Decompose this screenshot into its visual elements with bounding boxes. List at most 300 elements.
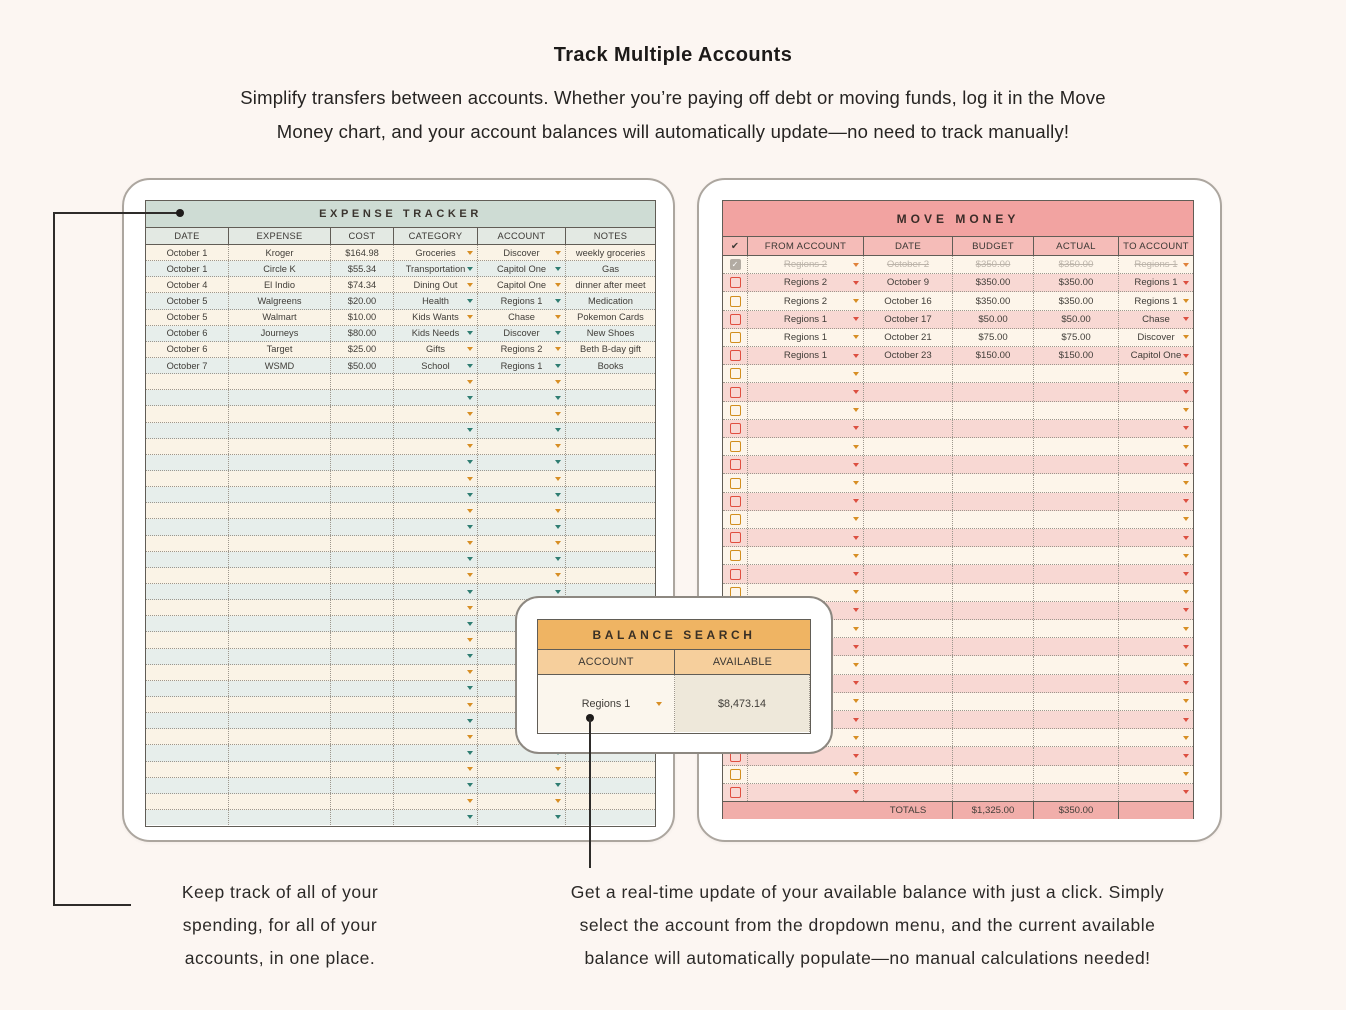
category-cell[interactable] — [394, 729, 478, 744]
category-cell[interactable]: Kids Wants — [394, 310, 478, 325]
row-checkbox[interactable] — [730, 478, 741, 489]
account-cell[interactable] — [478, 455, 566, 470]
dropdown-arrow-icon[interactable] — [555, 267, 561, 271]
account-cell[interactable] — [478, 568, 566, 583]
dropdown-arrow-icon[interactable] — [853, 481, 859, 485]
dropdown-arrow-icon[interactable] — [1183, 754, 1189, 758]
notes-cell: Books — [597, 360, 624, 371]
dropdown-arrow-icon[interactable] — [853, 699, 859, 703]
account-cell[interactable] — [478, 423, 566, 438]
category-cell[interactable] — [394, 406, 478, 421]
category-cell[interactable] — [394, 632, 478, 647]
row-checkbox[interactable] — [730, 423, 741, 434]
dropdown-arrow-icon[interactable] — [853, 645, 859, 649]
to-account-cell[interactable] — [1119, 584, 1193, 601]
account-cell[interactable]: Chase — [478, 310, 566, 325]
account-cell[interactable]: Regions 1 — [478, 358, 566, 373]
dropdown-arrow-icon[interactable] — [853, 681, 859, 685]
category-cell[interactable] — [394, 390, 478, 405]
to-account-cell[interactable] — [1119, 547, 1193, 564]
dropdown-arrow-icon[interactable] — [555, 315, 561, 319]
category-cell[interactable] — [394, 487, 478, 502]
expense-cell: Target — [229, 342, 331, 357]
account-cell[interactable] — [478, 519, 566, 534]
dropdown-arrow-icon[interactable] — [555, 412, 561, 416]
dropdown-arrow-icon[interactable] — [1183, 335, 1189, 339]
dropdown-arrow-icon[interactable] — [467, 396, 473, 400]
row-checkbox[interactable] — [730, 459, 741, 470]
dropdown-arrow-icon[interactable] — [467, 638, 473, 642]
check-cell[interactable] — [723, 365, 748, 382]
dropdown-arrow-icon[interactable] — [1183, 572, 1189, 576]
row-checkbox[interactable] — [730, 314, 741, 325]
check-cell[interactable] — [723, 420, 748, 437]
date-cell — [146, 632, 229, 647]
to-account-cell[interactable] — [1119, 693, 1193, 710]
to-account-cell[interactable] — [1119, 729, 1193, 746]
dropdown-arrow-icon[interactable] — [467, 573, 473, 577]
account-cell[interactable] — [478, 778, 566, 793]
to-account-cell[interactable] — [1119, 383, 1193, 400]
from-account-cell[interactable] — [748, 402, 864, 419]
dropdown-arrow-icon[interactable] — [1183, 736, 1189, 740]
from-account-cell[interactable] — [748, 784, 864, 801]
dropdown-arrow-icon[interactable] — [1183, 608, 1189, 612]
check-cell[interactable] — [723, 511, 748, 528]
check-cell[interactable] — [723, 438, 748, 455]
expense-cell: Walgreens — [229, 293, 331, 308]
date-cell — [146, 810, 229, 825]
check-cell[interactable] — [723, 329, 748, 346]
move-money-row — [723, 256, 1193, 274]
dropdown-arrow-icon[interactable] — [555, 380, 561, 384]
from-account-cell[interactable] — [748, 529, 864, 546]
dropdown-arrow-icon[interactable] — [555, 299, 561, 303]
row-checkbox[interactable] — [730, 514, 741, 525]
category-cell[interactable] — [394, 439, 478, 454]
category-cell[interactable] — [394, 713, 478, 728]
dropdown-arrow-icon[interactable] — [1183, 645, 1189, 649]
row-checkbox[interactable] — [730, 550, 741, 561]
dropdown-arrow-icon[interactable] — [853, 426, 859, 430]
dropdown-arrow-icon[interactable] — [1183, 281, 1189, 285]
cost-cell — [331, 632, 394, 647]
dropdown-arrow-icon[interactable] — [555, 557, 561, 561]
dropdown-arrow-icon[interactable] — [467, 783, 473, 787]
dropdown-arrow-icon[interactable] — [853, 408, 859, 412]
row-checkbox[interactable] — [730, 441, 741, 452]
check-cell[interactable] — [723, 311, 748, 328]
from-account-cell[interactable] — [748, 493, 864, 510]
budget-cell — [953, 456, 1034, 473]
from-account-cell[interactable] — [748, 474, 864, 491]
budget-cell: $50.00 — [953, 311, 1034, 328]
category-cell[interactable] — [394, 810, 478, 825]
dropdown-arrow-icon[interactable] — [1183, 408, 1189, 412]
to-account-cell[interactable] — [1119, 511, 1193, 528]
dropdown-arrow-icon[interactable] — [555, 573, 561, 577]
account-cell[interactable] — [478, 487, 566, 502]
actual-cell — [1034, 638, 1119, 655]
from-account-cell[interactable]: Regions 1 — [748, 329, 864, 346]
date-cell — [864, 747, 953, 764]
from-account-cell[interactable] — [748, 547, 864, 564]
row-checkbox[interactable] — [730, 368, 741, 379]
dropdown-arrow-icon[interactable] — [1183, 554, 1189, 558]
date-cell — [146, 584, 229, 599]
dropdown-arrow-icon[interactable] — [467, 557, 473, 561]
check-cell[interactable] — [723, 547, 748, 564]
to-account-cell[interactable] — [1119, 747, 1193, 764]
account-cell[interactable] — [478, 552, 566, 567]
dropdown-arrow-icon[interactable] — [467, 251, 473, 255]
to-account-cell[interactable] — [1119, 365, 1193, 382]
account-cell[interactable]: Capitol One — [478, 277, 566, 292]
to-account-cell[interactable] — [1119, 438, 1193, 455]
row-checkbox[interactable] — [730, 532, 741, 543]
account-cell[interactable] — [478, 374, 566, 389]
dropdown-arrow-icon[interactable] — [467, 606, 473, 610]
expense-cell — [229, 471, 331, 486]
category-cell[interactable] — [394, 616, 478, 631]
dropdown-arrow-icon[interactable] — [467, 509, 473, 513]
category-cell[interactable]: Health — [394, 293, 478, 308]
to-account-cell[interactable] — [1119, 656, 1193, 673]
to-account-cell[interactable] — [1119, 456, 1193, 473]
to-account-cell[interactable] — [1119, 675, 1193, 692]
dropdown-arrow-icon[interactable] — [555, 509, 561, 513]
category-cell[interactable]: Gifts — [394, 342, 478, 357]
dropdown-arrow-icon[interactable] — [467, 590, 473, 594]
dropdown-arrow-icon[interactable] — [1183, 299, 1189, 303]
from-account-cell[interactable]: Regions 1 — [748, 311, 864, 328]
dropdown-arrow-icon[interactable] — [555, 347, 561, 351]
dropdown-arrow-icon[interactable] — [1183, 499, 1189, 503]
dropdown-arrow-icon[interactable] — [555, 541, 561, 545]
to-account-cell[interactable] — [1119, 638, 1193, 655]
dropdown-arrow-icon[interactable] — [467, 299, 473, 303]
category-cell[interactable]: Transportation — [394, 261, 478, 276]
account-cell[interactable]: Discover — [478, 245, 566, 260]
check-cell[interactable] — [723, 529, 748, 546]
dropdown-arrow-icon[interactable] — [467, 267, 473, 271]
category-cell[interactable]: Dining Out — [394, 277, 478, 292]
callout-line-expense-vertical — [53, 212, 55, 906]
dropdown-arrow-icon[interactable] — [555, 364, 561, 368]
to-account-cell[interactable] — [1119, 784, 1193, 801]
dropdown-arrow-icon[interactable] — [853, 790, 859, 794]
from-account-cell[interactable] — [748, 438, 864, 455]
from-account-cell[interactable] — [748, 511, 864, 528]
category-cell[interactable] — [394, 519, 478, 534]
to-account-cell[interactable] — [1119, 474, 1193, 491]
dropdown-arrow-icon[interactable] — [853, 517, 859, 521]
to-account-cell[interactable]: Chase — [1119, 311, 1193, 328]
dropdown-arrow-icon[interactable] — [555, 460, 561, 464]
actual-cell: $150.00 — [1034, 347, 1119, 364]
account-cell[interactable] — [478, 471, 566, 486]
dropdown-arrow-icon[interactable] — [467, 703, 473, 707]
to-account-cell[interactable] — [1119, 766, 1193, 783]
dropdown-arrow-icon[interactable] — [853, 608, 859, 612]
category-cell[interactable] — [394, 778, 478, 793]
from-account-cell[interactable] — [748, 766, 864, 783]
check-cell[interactable] — [723, 565, 748, 582]
to-account-cell[interactable]: Discover — [1119, 329, 1193, 346]
dropdown-arrow-icon[interactable] — [1183, 699, 1189, 703]
dropdown-arrow-icon[interactable] — [467, 331, 473, 335]
row-checkbox[interactable] — [730, 405, 741, 416]
category-cell[interactable]: School — [394, 358, 478, 373]
account-cell[interactable] — [478, 810, 566, 825]
dropdown-arrow-icon[interactable] — [555, 590, 561, 594]
category-cell[interactable] — [394, 471, 478, 486]
from-account-cell[interactable]: Regions 2 — [748, 292, 864, 309]
to-account-cell[interactable] — [1119, 602, 1193, 619]
category-cell[interactable] — [394, 600, 478, 615]
dropdown-arrow-icon[interactable] — [467, 380, 473, 384]
dropdown-arrow-icon[interactable] — [555, 525, 561, 529]
category-cell[interactable]: Groceries — [394, 245, 478, 260]
dropdown-arrow-icon[interactable] — [853, 317, 859, 321]
to-account-cell[interactable] — [1119, 711, 1193, 728]
dropdown-arrow-icon[interactable] — [467, 686, 473, 690]
to-account-cell[interactable] — [1119, 565, 1193, 582]
dropdown-arrow-icon[interactable] — [555, 396, 561, 400]
dropdown-arrow-icon[interactable] — [1183, 627, 1189, 631]
notes-cell — [566, 810, 655, 825]
check-cell[interactable] — [723, 493, 748, 510]
category-cell[interactable] — [394, 374, 478, 389]
dropdown-arrow-icon[interactable] — [1183, 263, 1189, 267]
category-cell[interactable] — [394, 536, 478, 551]
dropdown-arrow-icon[interactable] — [853, 663, 859, 667]
dropdown-arrow-icon[interactable] — [467, 735, 473, 739]
category-cell[interactable] — [394, 762, 478, 777]
dropdown-arrow-icon[interactable] — [1183, 463, 1189, 467]
category-cell[interactable] — [394, 503, 478, 518]
dropdown-arrow-icon[interactable] — [853, 390, 859, 394]
dropdown-arrow-icon[interactable] — [555, 283, 561, 287]
dropdown-arrow-icon[interactable] — [853, 736, 859, 740]
dropdown-arrow-icon[interactable] — [1183, 790, 1189, 794]
dropdown-arrow-icon[interactable] — [555, 428, 561, 432]
from-account-cell[interactable] — [748, 456, 864, 473]
expense-row — [146, 439, 655, 455]
from-account-cell[interactable]: Regions 2 — [748, 256, 864, 273]
account-dropdown[interactable] — [538, 675, 675, 732]
dropdown-arrow-icon[interactable] — [853, 554, 859, 558]
dropdown-arrow-icon[interactable] — [1183, 445, 1189, 449]
category-cell[interactable] — [394, 552, 478, 567]
dropdown-arrow-icon[interactable] — [1183, 481, 1189, 485]
category-cell[interactable] — [394, 649, 478, 664]
row-checkbox[interactable] — [730, 569, 741, 580]
dropdown-arrow-icon[interactable] — [467, 444, 473, 448]
dropdown-arrow-icon[interactable] — [853, 299, 859, 303]
dropdown-arrow-icon[interactable] — [555, 477, 561, 481]
column-header-account: ACCOUNT — [538, 650, 675, 674]
dropdown-arrow-icon[interactable] — [853, 590, 859, 594]
dropdown-arrow-icon[interactable] — [853, 335, 859, 339]
dropdown-arrow-icon[interactable] — [467, 283, 473, 287]
date-cell — [146, 600, 229, 615]
dropdown-arrow-icon[interactable] — [1183, 536, 1189, 540]
dropdown-arrow-icon[interactable] — [467, 460, 473, 464]
to-account-cell[interactable]: Regions 1 — [1119, 274, 1193, 291]
from-account-cell[interactable] — [748, 420, 864, 437]
dropdown-arrow-icon[interactable] — [1183, 681, 1189, 685]
to-account-cell[interactable]: Capitol One — [1119, 347, 1193, 364]
account-cell[interactable]: Regions 1 — [478, 293, 566, 308]
check-cell[interactable] — [723, 474, 748, 491]
check-cell[interactable] — [723, 274, 748, 291]
dropdown-arrow-icon[interactable] — [467, 751, 473, 755]
dropdown-arrow-icon[interactable] — [555, 493, 561, 497]
dropdown-arrow-icon[interactable] — [555, 815, 561, 819]
account-cell[interactable]: Capitol One — [478, 261, 566, 276]
dropdown-arrow-icon[interactable] — [467, 670, 473, 674]
dropdown-arrow-icon[interactable] — [656, 702, 662, 706]
dropdown-arrow-icon[interactable] — [853, 572, 859, 576]
to-account-cell[interactable] — [1119, 620, 1193, 637]
dropdown-arrow-icon[interactable] — [555, 767, 561, 771]
check-cell[interactable] — [723, 402, 748, 419]
category-cell[interactable] — [394, 423, 478, 438]
dropdown-arrow-icon[interactable] — [853, 772, 859, 776]
category-cell[interactable] — [394, 584, 478, 599]
account-cell[interactable] — [478, 536, 566, 551]
row-checkbox[interactable] — [730, 332, 741, 343]
category-cell[interactable] — [394, 794, 478, 809]
to-account-cell[interactable] — [1119, 529, 1193, 546]
to-account-cell[interactable]: Regions 1 — [1119, 256, 1193, 273]
dropdown-arrow-icon[interactable] — [467, 315, 473, 319]
dropdown-arrow-icon[interactable] — [853, 627, 859, 631]
dropdown-arrow-icon[interactable] — [1183, 354, 1189, 358]
dropdown-arrow-icon[interactable] — [467, 347, 473, 351]
from-account-cell[interactable] — [748, 365, 864, 382]
dropdown-arrow-icon[interactable] — [853, 445, 859, 449]
dropdown-arrow-icon[interactable] — [467, 767, 473, 771]
dropdown-arrow-icon[interactable] — [853, 718, 859, 722]
category-cell[interactable] — [394, 745, 478, 760]
dropdown-arrow-icon[interactable] — [555, 251, 561, 255]
account-cell[interactable] — [478, 794, 566, 809]
check-cell[interactable] — [723, 256, 748, 273]
category-cell[interactable] — [394, 697, 478, 712]
dropdown-arrow-icon[interactable] — [467, 493, 473, 497]
dropdown-arrow-icon[interactable] — [467, 654, 473, 658]
dropdown-arrow-icon[interactable] — [853, 754, 859, 758]
from-account-cell[interactable]: Regions 1 — [748, 347, 864, 364]
check-cell[interactable] — [723, 456, 748, 473]
check-cell[interactable] — [723, 292, 748, 309]
dropdown-arrow-icon[interactable] — [467, 364, 473, 368]
account-cell[interactable]: Discover — [478, 326, 566, 341]
row-checkbox[interactable] — [730, 387, 741, 398]
dropdown-arrow-icon[interactable] — [467, 541, 473, 545]
dropdown-arrow-icon[interactable] — [1183, 718, 1189, 722]
dropdown-arrow-icon[interactable] — [467, 815, 473, 819]
date-cell — [864, 620, 953, 637]
dropdown-arrow-icon[interactable] — [853, 536, 859, 540]
dropdown-arrow-icon[interactable] — [853, 499, 859, 503]
dropdown-arrow-icon[interactable] — [1183, 426, 1189, 430]
account-cell[interactable] — [478, 503, 566, 518]
dropdown-arrow-icon[interactable] — [1183, 372, 1189, 376]
check-cell[interactable] — [723, 383, 748, 400]
date-cell — [146, 503, 229, 518]
dropdown-arrow-icon[interactable] — [467, 525, 473, 529]
to-account-cell[interactable] — [1119, 402, 1193, 419]
check-cell[interactable] — [723, 347, 748, 364]
dropdown-arrow-icon[interactable] — [467, 428, 473, 432]
row-checkbox[interactable] — [730, 277, 741, 288]
dropdown-arrow-icon[interactable] — [1183, 772, 1189, 776]
dropdown-arrow-icon[interactable] — [467, 799, 473, 803]
dropdown-arrow-icon[interactable] — [853, 354, 859, 358]
category-cell[interactable] — [394, 568, 478, 583]
account-cell[interactable] — [478, 439, 566, 454]
category-cell[interactable] — [394, 665, 478, 680]
row-checkbox[interactable] — [730, 787, 741, 798]
row-checkbox[interactable] — [730, 296, 741, 307]
dropdown-arrow-icon[interactable] — [1183, 590, 1189, 594]
account-cell[interactable] — [478, 406, 566, 421]
dropdown-arrow-icon[interactable] — [555, 783, 561, 787]
to-account-cell[interactable]: Regions 1 — [1119, 292, 1193, 309]
category-cell[interactable] — [394, 455, 478, 470]
account-cell[interactable] — [478, 390, 566, 405]
dropdown-arrow-icon[interactable] — [467, 719, 473, 723]
to-account-cell[interactable] — [1119, 493, 1193, 510]
to-account-cell[interactable] — [1119, 420, 1193, 437]
account-cell[interactable]: Regions 2 — [478, 342, 566, 357]
dropdown-arrow-icon[interactable] — [555, 331, 561, 335]
from-account-cell[interactable]: Regions 2 — [748, 274, 864, 291]
date-cell — [864, 638, 953, 655]
dropdown-arrow-icon[interactable] — [555, 444, 561, 448]
dropdown-arrow-icon[interactable] — [853, 263, 859, 267]
dropdown-arrow-icon[interactable] — [555, 799, 561, 803]
check-cell[interactable] — [723, 766, 748, 783]
account-cell[interactable] — [478, 762, 566, 777]
check-cell[interactable] — [723, 784, 748, 801]
dropdown-arrow-icon[interactable] — [853, 463, 859, 467]
from-account-cell[interactable] — [748, 383, 864, 400]
dropdown-arrow-icon[interactable] — [853, 281, 859, 285]
dropdown-arrow-icon[interactable] — [1183, 317, 1189, 321]
dropdown-arrow-icon[interactable] — [1183, 390, 1189, 394]
dropdown-arrow-icon[interactable] — [853, 372, 859, 376]
from-account-cell[interactable] — [748, 565, 864, 582]
expense-cell: Circle K — [229, 261, 331, 276]
row-checkbox-checked[interactable]: ✓ — [730, 259, 741, 270]
category-cell[interactable] — [394, 681, 478, 696]
dropdown-arrow-icon[interactable] — [1183, 517, 1189, 521]
row-checkbox[interactable] — [730, 350, 741, 361]
row-checkbox[interactable] — [730, 496, 741, 507]
dropdown-arrow-icon[interactable] — [467, 412, 473, 416]
dropdown-arrow-icon[interactable] — [1183, 663, 1189, 667]
row-checkbox[interactable] — [730, 769, 741, 780]
dropdown-arrow-icon[interactable] — [467, 622, 473, 626]
budget-cell — [953, 438, 1034, 455]
move-money-totals-row — [723, 801, 1193, 819]
dropdown-arrow-icon[interactable] — [467, 477, 473, 481]
category-cell[interactable]: Kids Needs — [394, 326, 478, 341]
